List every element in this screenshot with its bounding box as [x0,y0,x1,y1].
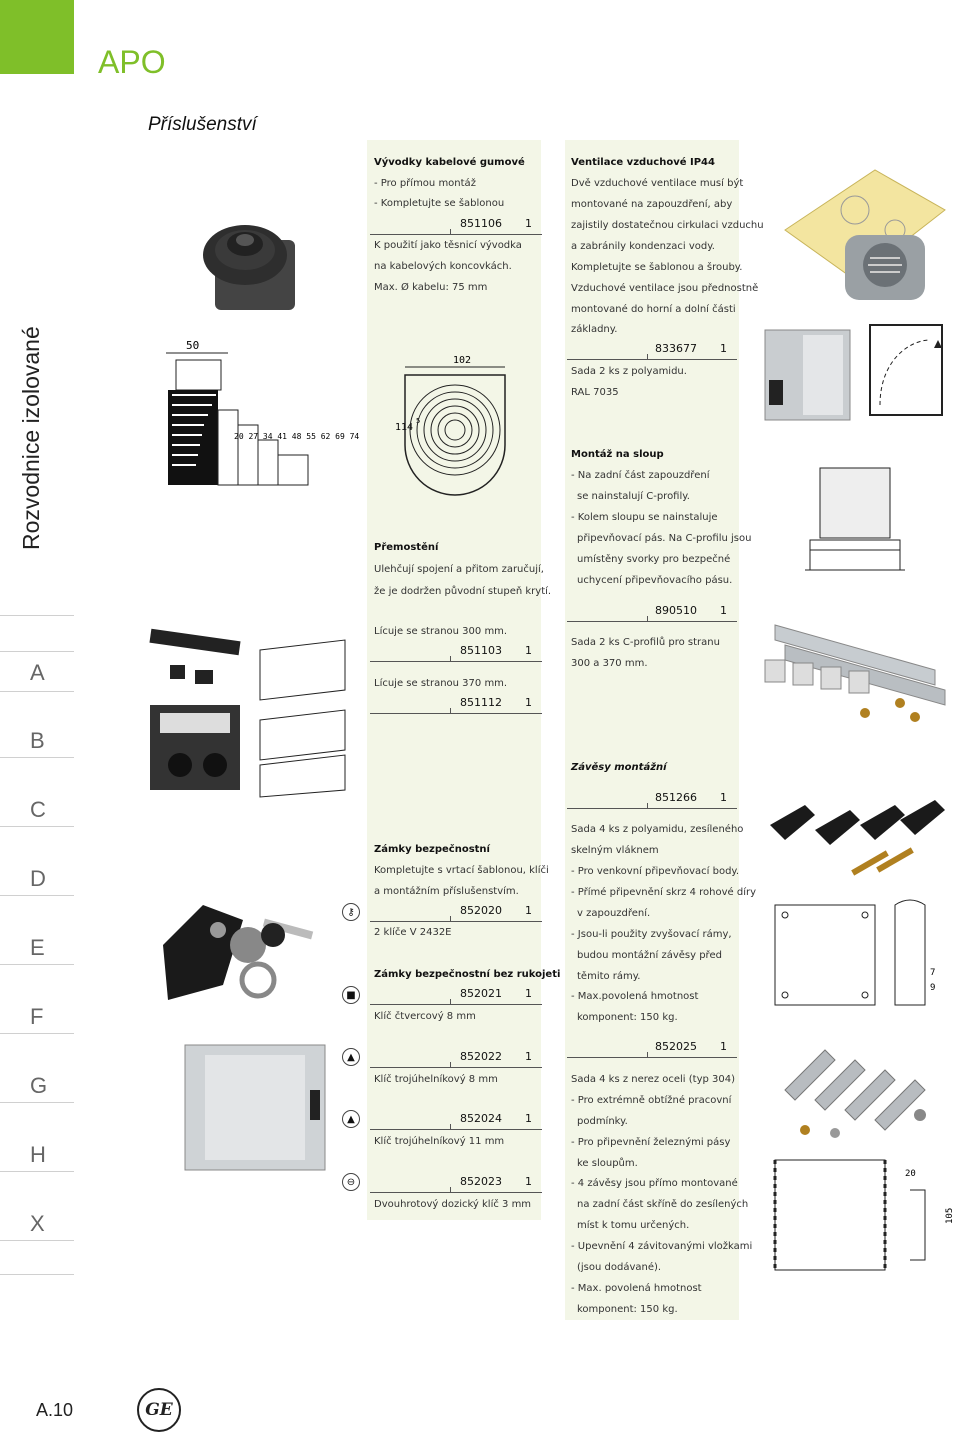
text-line: podmínky. [577,1116,628,1127]
index-tab-c[interactable]: C [0,793,74,827]
text-line: umístěny svorky pro bezpečné [577,554,731,565]
hinge-drawing [770,895,950,1025]
text-line: Dvouhrotový dozický klíč 3 mm [374,1199,532,1210]
order-code-row [370,900,542,922]
quantity: 1 [720,1040,727,1053]
keyhole-icon: ⚷ [342,903,360,921]
text-line: - Na zadní část zapouzdření [571,470,710,481]
dim-label: 7 [930,968,936,978]
triangle-key-icon: ▲ [342,1048,360,1066]
order-code-row [567,787,737,809]
text-line: základny. [571,324,618,335]
text-line: - Pro připevnění železnými pásy [571,1137,731,1148]
text-line: zajistily dostatečnou cirkulaci vzduchu [571,220,764,231]
text-line: Lícuje se stranou 300 mm. [374,626,508,637]
text-line: - Pro venkovní připevňovací body. [571,866,740,877]
ventilation-title: Ventilace vzduchové IP44 [571,157,715,168]
stainless-hinge-drawing [760,1150,955,1275]
vertical-section-label: Rozvodnice izolované [18,326,44,550]
text-line: 300 a 370 mm. [571,658,648,669]
text-line: budou montážní závěsy před [577,950,722,961]
enclosure-photo [755,320,855,420]
text-line: montované do horní a dolní části [571,304,736,315]
stainless-hinge-photo [775,1035,955,1145]
text-line: na kabelových koncovkách. [374,261,512,272]
index-tab-g[interactable]: G [0,1069,74,1103]
mounting-hinge-title: Závěsy montážní [571,762,667,773]
text-line: - Max. povolená hmotnost [571,1283,702,1294]
dim-label: 102 [453,355,472,366]
text-line: skelným vláknem [571,845,659,856]
text-line: 2 klíče V 2432E [374,927,452,938]
side-divider [0,580,74,616]
dim-label: 9 [930,983,936,993]
text-line: že je dodržen původní stupeň krytí. [374,586,552,597]
text-line: připevňovací pás. Na C-profilu jsou [577,533,752,544]
text-line: montované na zapouzdření, aby [571,199,733,210]
c-profile-photo [755,605,950,735]
text-line: Kompletujte s vrtací šablonou, klíči [374,865,549,876]
order-code: 890510 [655,604,697,617]
text-line: Vzduchové ventilace jsou přednostně [571,283,759,294]
hinge-photo [760,785,955,885]
quantity: 1 [525,644,532,657]
bridging-title: Přemostění [374,542,439,553]
text-line: Klíč trojúhelníkový 11 mm [374,1136,505,1147]
order-code: 851106 [460,217,502,230]
order-code-row [370,1108,542,1130]
order-code-row [567,1036,737,1058]
dim-row: 20 27 34 41 48 55 62 69 74 [234,432,360,441]
index-tab-b[interactable]: B [0,724,74,758]
order-code: 852022 [460,1050,502,1063]
text-line: - Max.povolená hmotnost [571,991,699,1002]
green-brand-block [0,0,74,74]
order-code-row [370,213,542,235]
text-line: se nainstalují C-profily. [577,491,690,502]
dim-label: 50 [186,339,200,352]
text-line: - Jsou-li použity zvyšovací rámy, [571,929,732,940]
cable-gland-drawing [158,335,360,500]
quantity: 1 [525,1112,532,1125]
order-code: 852025 [655,1040,697,1053]
order-code: 852023 [460,1175,502,1188]
order-code-row [370,640,542,662]
quantity: 1 [525,904,532,917]
dim-label: 5 [416,417,421,425]
double-bit-key-icon: ⊖ [342,1173,360,1191]
quantity: 1 [525,987,532,1000]
text-line: Klíč trojúhelníkový 8 mm [374,1074,498,1085]
quantity: 1 [720,791,727,804]
text-line: - Kompletujte se šablonou [374,198,505,209]
quantity: 1 [525,217,532,230]
gland-plate-drawing [375,335,535,505]
index-tab-f[interactable]: F [0,1000,74,1034]
text-line: těmito rámy. [577,971,641,982]
text-line: uchycení připevňovacího pásu. [577,575,733,586]
cable-gland-photo [195,210,305,320]
index-tab-e[interactable]: E [0,931,74,965]
text-line: Kompletujte se šablonou a šrouby. [571,262,743,273]
text-line: K použití jako těsnicí vývodka [374,240,522,251]
text-line: komponent: 150 kg. [577,1012,678,1023]
text-line: na zadní část skříně do zesílených [577,1199,749,1210]
cable-gland-title: Vývodky kabelové gumové [374,157,525,168]
ventilation-airflow-drawing [860,320,955,420]
lock-no-handle-title: Zámky bezpečnostní bez rukojeti [374,969,561,980]
square-key-icon: ■ [342,986,360,1004]
bridging-photo [145,625,355,805]
dim-label: 105 [945,1207,955,1224]
text-line: (jsou dodávané). [577,1262,662,1273]
text-line: - Upevnění 4 závitovanými vložkami [571,1241,753,1252]
text-line: - Přímé připevnění skrz 4 rohové díry [571,887,756,898]
text-line: v zapouzdření. [577,908,651,919]
text-line: - Pro přímou montáž [374,178,476,189]
text-line: komponent: 150 kg. [577,1304,678,1315]
security-lock-photo [148,900,338,1010]
order-code-row [370,983,542,1005]
index-tab-d[interactable]: D [0,862,74,896]
order-code-row [567,600,737,622]
text-line: Sada 4 ks z polyamidu, zesíleného [571,824,744,835]
text-line: Lícuje se stranou 370 mm. [374,678,508,689]
index-tab-a[interactable]: A [0,656,74,692]
side-divider [0,1241,74,1275]
ventilation-photo [745,140,955,300]
text-line: - 4 závěsy jsou přímo montované [571,1178,738,1189]
page-title: APO [98,44,166,80]
text-line: Sada 4 ks z nerez oceli (typ 304) [571,1074,735,1085]
quantity: 1 [720,342,727,355]
text-line: ke sloupům. [577,1158,638,1169]
order-code: 851103 [460,644,502,657]
dim-label: 114 [395,422,414,433]
text-line: Ulehčují spojení a přitom zaručují, [374,564,544,575]
pole-mount-drawing [800,460,910,585]
quantity: 1 [525,696,532,709]
quantity: 1 [525,1175,532,1188]
text-line: - Kolem sloupu se nainstaluje [571,512,718,523]
index-tab-x[interactable]: X [0,1207,74,1241]
text-line: Klíč čtvercový 8 mm [374,1011,476,1022]
text-line: míst k tomu určených. [577,1220,690,1231]
text-line: Sada 2 ks z polyamidu. [571,366,687,377]
ge-logo: GE [137,1388,181,1432]
order-code-row [370,692,542,714]
section-subtitle: Příslušenství [148,114,257,135]
text-line: a zabránily kondenzaci vody. [571,241,715,252]
text-line: Max. Ø kabelu: 75 mm [374,282,488,293]
text-line: Sada 2 ks C-profilů pro stranu [571,637,720,648]
order-code-row [567,338,737,360]
triangle-key-icon: ▲ [342,1110,360,1128]
order-code: 852020 [460,904,502,917]
dim-label: 20 [905,1169,916,1179]
order-code-row [370,1046,542,1068]
quantity: 1 [525,1050,532,1063]
order-code: 833677 [655,342,697,355]
order-code: 851112 [460,696,502,709]
pole-mount-title: Montáž na sloup [571,449,664,460]
index-tab-h[interactable]: H [0,1138,74,1172]
enclosure-with-lock-photo [180,1040,340,1175]
security-lock-title: Zámky bezpečnostní [374,844,490,855]
quantity: 1 [720,604,727,617]
text-line: a montážním příslušenstvím. [374,886,519,897]
text-line: - Pro extrémně obtížné pracovní [571,1095,732,1106]
order-code: 852021 [460,987,502,1000]
page-number: A.10 [36,1400,74,1420]
order-code: 851266 [655,791,697,804]
side-divider [0,616,74,652]
order-code-row [370,1171,542,1193]
order-code: 852024 [460,1112,502,1125]
text-line: Dvě vzduchové ventilace musí být [571,178,744,189]
text-line: RAL 7035 [571,387,619,398]
